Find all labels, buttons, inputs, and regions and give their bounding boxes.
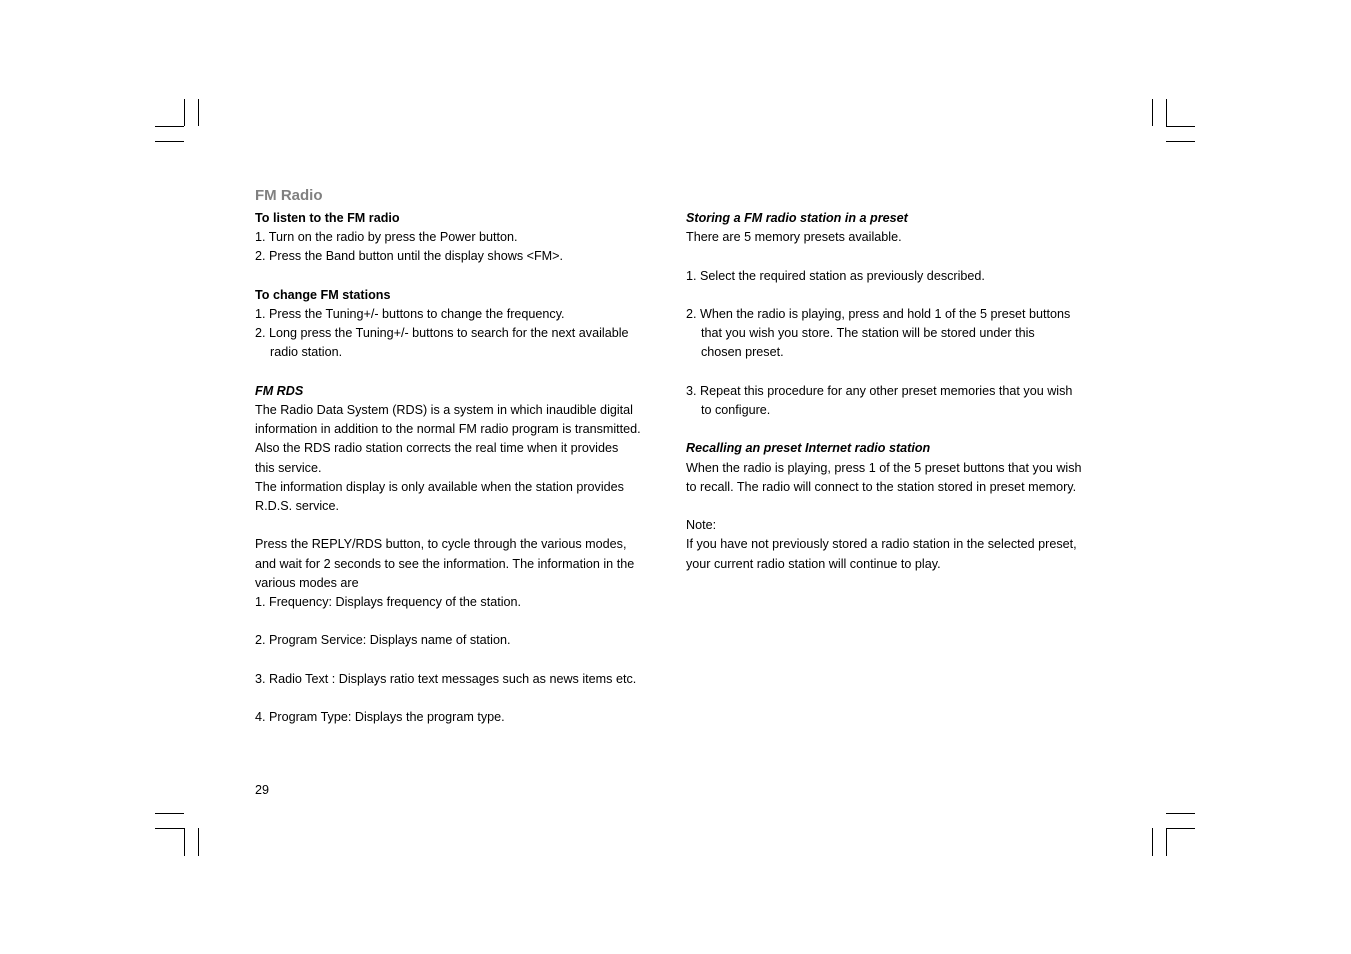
rds-mode-2: 2. Program Service: Displays name of station. <box>255 633 511 648</box>
change-step-2-cont: radio station. <box>270 345 343 360</box>
spacer <box>686 420 1106 439</box>
left-column <box>255 186 665 727</box>
store-step-2-cont: chosen preset. <box>701 345 784 360</box>
crop-mark-bl-v2 <box>198 828 199 856</box>
spacer <box>255 363 665 382</box>
spacer <box>255 612 665 631</box>
spacer <box>255 516 665 535</box>
rds-mode-1: 1. Frequency: Displays frequency of the station. <box>255 595 522 610</box>
store-step-3-cont: to configure. <box>701 402 771 417</box>
rds-paragraph-line: Also the RDS radio station corrects the real time when it provides <box>255 441 619 456</box>
recall-line: to recall. The radio will connect to the station stored in preset memory. <box>686 479 1077 494</box>
change-heading: To change FM stations <box>255 287 391 302</box>
crop-mark-br-h <box>1166 813 1195 814</box>
listen-step-1: 1. Turn on the radio by press the Power button. <box>255 230 518 245</box>
change-step-1: 1. Press the Tuning+/- buttons to change the frequency. <box>255 307 565 321</box>
spacer <box>686 286 1106 305</box>
note-label: Note: <box>686 518 717 533</box>
spacer <box>255 651 665 670</box>
rds-paragraph-line: information in addition to the normal FM radio program is transmitted. <box>255 422 641 437</box>
store-step-2-cont: that you wish you store. The station will be stored under this <box>701 326 1035 341</box>
rds-instructions-line: various modes are <box>255 575 359 590</box>
spacer <box>686 247 1106 266</box>
crop-mark-tr-v <box>1152 99 1153 126</box>
rds-instructions-line: Press the REPLY/RDS button, to cycle through the various modes, <box>255 537 627 552</box>
store-step-3: 3. Repeat this procedure for any other preset memories that you wish <box>686 383 1073 398</box>
crop-mark-bl-h2 <box>155 828 184 829</box>
crop-mark-tr-h <box>1166 126 1195 127</box>
spacer <box>255 689 665 708</box>
change-step-2: 2. Long press the Tuning+/- buttons to search for the next available <box>255 326 629 341</box>
store-step-1: 1. Select the required station as previously described. <box>686 268 985 283</box>
crop-mark-bl-v <box>184 828 185 856</box>
store-step-2: 2. When the radio is playing, press and hold 1 of the 5 preset buttons <box>686 306 1071 321</box>
section-title: FM Radio <box>255 187 323 204</box>
crop-mark-tl-h2 <box>155 141 184 142</box>
spacer <box>255 267 665 286</box>
listen-heading: To listen to the FM radio <box>255 211 400 225</box>
recall-line: When the radio is playing, press 1 of the 5 preset buttons that you wish <box>686 460 1082 475</box>
crop-mark-tl-v <box>184 99 185 126</box>
crop-mark-tl-h <box>155 126 184 127</box>
page-number: 29 <box>255 783 270 797</box>
rds-paragraph-line: this service. <box>255 460 322 475</box>
rds-instructions-line: and wait for 2 seconds to see the information. The information in the <box>255 556 635 571</box>
note-line: your current radio station will continue to play. <box>686 556 941 571</box>
spacer <box>686 497 1106 516</box>
rds-paragraph-line: R.D.S. service. <box>255 499 339 514</box>
rds-paragraph-line: The Radio Data System (RDS) is a system in which inaudible digital <box>255 403 633 417</box>
crop-mark-br-h2 <box>1166 828 1195 829</box>
crop-mark-tr-h2 <box>1166 141 1195 142</box>
rds-heading: FM RDS <box>255 383 304 398</box>
crop-mark-br-v <box>1152 828 1153 856</box>
crop-mark-br-v2 <box>1166 828 1167 856</box>
spacer <box>686 363 1106 382</box>
store-heading: Storing a FM radio station in a preset <box>686 211 908 225</box>
listen-step-2: 2. Press the Band button until the display shows <FM>. <box>255 249 564 264</box>
rds-paragraph-line: The information display is only available when the station provides <box>255 479 624 494</box>
recall-heading: Recalling an preset Internet radio station <box>686 441 931 456</box>
crop-mark-tl-v2 <box>198 99 199 126</box>
right-column <box>686 209 1106 574</box>
rds-mode-4: 4. Program Type: Displays the program type. <box>255 710 505 725</box>
store-intro: There are 5 memory presets available. <box>686 230 902 245</box>
note-line: If you have not previously stored a radio station in the selected preset, <box>686 537 1077 552</box>
crop-mark-bl-h <box>155 813 184 814</box>
crop-mark-tr-v2 <box>1166 99 1167 126</box>
rds-mode-3: 3. Radio Text : Displays ratio text messages such as news items etc. <box>255 671 637 686</box>
